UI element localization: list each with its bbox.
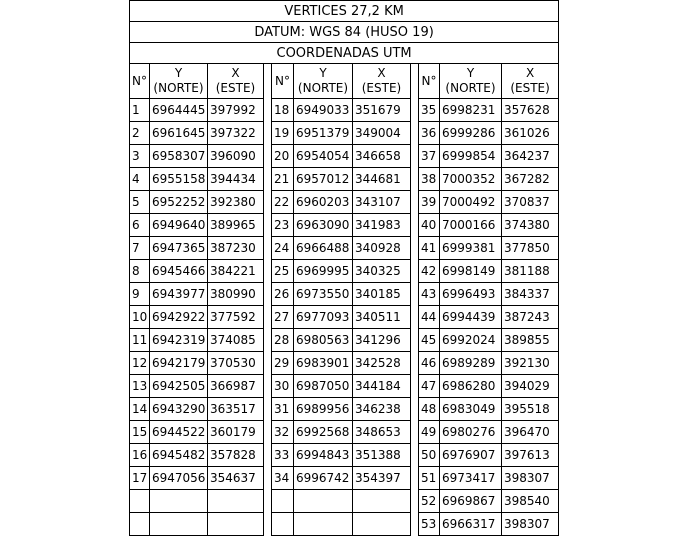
datum-label: DATUM: WGS 84 (HUSO 19) [130,22,559,43]
vertex-number: 23 [272,214,294,237]
vertex-number: 12 [130,352,150,375]
y-north-value: 6994439 [440,306,502,329]
x-east-value: 389855 [502,329,559,352]
y-north-value: 6942505 [150,375,208,398]
column-header-row [130,64,559,99]
vertex-number [130,490,150,513]
column-gap [411,214,419,237]
x-east-value: 343107 [353,191,411,214]
x-east-value: 381188 [502,260,559,283]
x-east-value: 351679 [353,99,411,122]
table-row [130,99,559,122]
vertex-number: 3 [130,145,150,168]
y-north-value: 6980563 [294,329,353,352]
x-east-value [353,490,411,513]
vertex-number [272,513,294,536]
header-number: N° [130,64,150,99]
vertex-number: 41 [419,237,440,260]
x-east-value [208,513,264,536]
y-north-value: 6966488 [294,237,353,260]
vertex-number: 39 [419,191,440,214]
column-gap [411,145,419,168]
vertex-number: 9 [130,283,150,306]
column-gap [264,122,272,145]
header-y: Y (NORTE) [440,64,502,99]
header-y: Y (NORTE) [294,64,353,99]
y-north-value: 6964445 [150,99,208,122]
x-east-value: 396090 [208,145,264,168]
vertex-number: 49 [419,421,440,444]
x-east-value: 392380 [208,191,264,214]
x-east-value: 346238 [353,398,411,421]
column-gap [411,306,419,329]
x-east-value: 340928 [353,237,411,260]
vertex-number: 37 [419,145,440,168]
table-row [130,375,559,398]
x-east-value: 341983 [353,214,411,237]
header-x: X (ESTE) [502,64,559,99]
x-east-value: 392130 [502,352,559,375]
x-east-value: 380990 [208,283,264,306]
vertex-number: 26 [272,283,294,306]
x-east-value: 340511 [353,306,411,329]
y-north-value: 6947365 [150,237,208,260]
y-north-value: 6998231 [440,99,502,122]
table-row [130,168,559,191]
table-row [130,122,559,145]
y-north-value: 6996493 [440,283,502,306]
vertex-number: 15 [130,421,150,444]
vertices-table-document [129,0,558,536]
column-gap [411,421,419,444]
column-gap [411,352,419,375]
table-row [130,237,559,260]
x-east-value: 367282 [502,168,559,191]
x-east-value: 395518 [502,398,559,421]
column-gap [264,513,272,536]
x-east-value: 361026 [502,122,559,145]
vertex-number: 14 [130,398,150,421]
vertex-number: 45 [419,329,440,352]
x-east-value: 374380 [502,214,559,237]
y-north-value: 6973417 [440,467,502,490]
coordinates-label: COORDENADAS UTM [130,43,559,64]
y-north-value [294,513,353,536]
x-east-value: 344184 [353,375,411,398]
y-north-value: 6996742 [294,467,353,490]
column-gap [264,237,272,260]
column-gap [411,444,419,467]
vertex-number: 13 [130,375,150,398]
table-row [130,444,559,467]
vertex-number: 7 [130,237,150,260]
column-gap [264,375,272,398]
column-gap [411,99,419,122]
vertex-number: 6 [130,214,150,237]
x-east-value: 397992 [208,99,264,122]
column-gap [264,490,272,513]
x-east-value: 398307 [502,467,559,490]
vertex-number: 34 [272,467,294,490]
vertex-number: 18 [272,99,294,122]
x-east-value: 397613 [502,444,559,467]
header-number: N° [272,64,294,99]
vertex-number: 50 [419,444,440,467]
table-row [130,421,559,444]
y-north-value: 6986280 [440,375,502,398]
y-north-value: 6999381 [440,237,502,260]
x-east-value: 344681 [353,168,411,191]
y-north-value: 7000492 [440,191,502,214]
vertex-number: 10 [130,306,150,329]
column-gap [264,352,272,375]
column-gap [411,64,419,99]
column-gap [411,260,419,283]
vertex-number: 28 [272,329,294,352]
column-gap [264,214,272,237]
x-east-value: 384221 [208,260,264,283]
vertex-number: 2 [130,122,150,145]
vertex-number: 24 [272,237,294,260]
vertex-number [272,490,294,513]
x-east-value: 349004 [353,122,411,145]
vertex-number: 8 [130,260,150,283]
vertex-number: 51 [419,467,440,490]
table-row [130,352,559,375]
x-east-value: 341296 [353,329,411,352]
table-row [130,513,559,536]
x-east-value: 354397 [353,467,411,490]
column-gap [411,329,419,352]
x-east-value [353,513,411,536]
y-north-value: 6977093 [294,306,353,329]
vertex-number: 47 [419,375,440,398]
vertex-number: 33 [272,444,294,467]
table-row [130,260,559,283]
vertex-number: 4 [130,168,150,191]
header-number: N° [419,64,440,99]
y-north-value: 6994843 [294,444,353,467]
x-east-value: 351388 [353,444,411,467]
y-north-value: 6961645 [150,122,208,145]
column-gap [264,99,272,122]
x-east-value: 387243 [502,306,559,329]
y-north-value: 6969867 [440,490,502,513]
column-gap [411,237,419,260]
x-east-value: 340325 [353,260,411,283]
x-east-value [208,490,264,513]
column-gap [264,145,272,168]
table-row [130,145,559,168]
table-row [130,329,559,352]
vertex-number: 21 [272,168,294,191]
column-gap [411,191,419,214]
vertex-number: 20 [272,145,294,168]
column-gap [264,306,272,329]
vertex-number: 38 [419,168,440,191]
y-north-value: 6945482 [150,444,208,467]
header-x: X (ESTE) [208,64,264,99]
y-north-value: 6958307 [150,145,208,168]
x-east-value: 377850 [502,237,559,260]
vertex-number: 31 [272,398,294,421]
vertex-number: 16 [130,444,150,467]
y-north-value: 6955158 [150,168,208,191]
x-east-value: 342528 [353,352,411,375]
vertex-number: 1 [130,99,150,122]
y-north-value: 6969995 [294,260,353,283]
x-east-value: 366987 [208,375,264,398]
x-east-value: 384337 [502,283,559,306]
y-north-value: 6973550 [294,283,353,306]
vertex-number: 32 [272,421,294,444]
y-north-value: 6987050 [294,375,353,398]
x-east-value: 354637 [208,467,264,490]
y-north-value: 6943977 [150,283,208,306]
vertex-number: 42 [419,260,440,283]
x-east-value: 394029 [502,375,559,398]
table-title: VERTICES 27,2 KM [130,1,559,22]
column-gap [411,398,419,421]
column-gap [264,329,272,352]
vertex-number: 25 [272,260,294,283]
vertex-number [130,513,150,536]
y-north-value: 6951379 [294,122,353,145]
column-gap [264,260,272,283]
vertex-number: 36 [419,122,440,145]
y-north-value: 6943290 [150,398,208,421]
x-east-value: 396470 [502,421,559,444]
y-north-value: 6947056 [150,467,208,490]
table-row [130,283,559,306]
x-east-value: 357628 [502,99,559,122]
vertex-number: 29 [272,352,294,375]
y-north-value: 6998149 [440,260,502,283]
vertex-number: 11 [130,329,150,352]
column-gap [264,444,272,467]
column-gap [264,398,272,421]
column-gap [264,421,272,444]
column-gap [411,168,419,191]
vertex-number: 40 [419,214,440,237]
y-north-value: 6992568 [294,421,353,444]
y-north-value: 6942179 [150,352,208,375]
y-north-value: 6999854 [440,145,502,168]
x-east-value: 377592 [208,306,264,329]
x-east-value: 357828 [208,444,264,467]
y-north-value: 6957012 [294,168,353,191]
x-east-value: 370837 [502,191,559,214]
vertex-number: 5 [130,191,150,214]
header-x: X (ESTE) [353,64,411,99]
table-row [130,214,559,237]
y-north-value: 6983049 [440,398,502,421]
table-row [130,306,559,329]
x-east-value: 348653 [353,421,411,444]
x-east-value: 370530 [208,352,264,375]
y-north-value: 6945466 [150,260,208,283]
y-north-value: 6952252 [150,191,208,214]
vertex-number: 19 [272,122,294,145]
x-east-value: 398540 [502,490,559,513]
y-north-value [150,513,208,536]
x-east-value: 398307 [502,513,559,536]
column-gap [264,467,272,490]
column-gap [264,283,272,306]
vertex-number: 17 [130,467,150,490]
y-north-value: 6966317 [440,513,502,536]
x-east-value: 394434 [208,168,264,191]
y-north-value: 6992024 [440,329,502,352]
y-north-value: 6949640 [150,214,208,237]
vertex-number: 43 [419,283,440,306]
column-gap [411,122,419,145]
vertex-number: 35 [419,99,440,122]
vertex-number: 52 [419,490,440,513]
x-east-value: 387230 [208,237,264,260]
y-north-value: 6989289 [440,352,502,375]
vertex-number: 27 [272,306,294,329]
column-gap [411,375,419,398]
table-row [130,398,559,421]
y-north-value: 6949033 [294,99,353,122]
x-east-value: 374085 [208,329,264,352]
y-north-value: 6954054 [294,145,353,168]
table-row [130,490,559,513]
table-row [130,467,559,490]
y-north-value: 6999286 [440,122,502,145]
x-east-value: 364237 [502,145,559,168]
table-row [130,191,559,214]
y-north-value: 6983901 [294,352,353,375]
x-east-value: 389965 [208,214,264,237]
column-gap [264,191,272,214]
y-north-value: 6960203 [294,191,353,214]
column-gap [264,64,272,99]
y-north-value: 6963090 [294,214,353,237]
vertex-number: 30 [272,375,294,398]
y-north-value: 6976907 [440,444,502,467]
y-north-value: 6942922 [150,306,208,329]
y-north-value: 6944522 [150,421,208,444]
vertex-number: 46 [419,352,440,375]
y-north-value: 6980276 [440,421,502,444]
vertex-number: 53 [419,513,440,536]
column-gap [411,513,419,536]
y-north-value: 7000352 [440,168,502,191]
y-north-value: 7000166 [440,214,502,237]
y-north-value: 6989956 [294,398,353,421]
vertices-table [129,0,559,536]
y-north-value [294,490,353,513]
y-north-value: 6942319 [150,329,208,352]
x-east-value: 340185 [353,283,411,306]
column-gap [411,490,419,513]
column-gap [264,168,272,191]
column-gap [411,283,419,306]
column-gap [411,467,419,490]
x-east-value: 360179 [208,421,264,444]
vertex-number: 22 [272,191,294,214]
x-east-value: 346658 [353,145,411,168]
x-east-value: 397322 [208,122,264,145]
vertex-number: 48 [419,398,440,421]
vertex-number: 44 [419,306,440,329]
y-north-value [150,490,208,513]
x-east-value: 363517 [208,398,264,421]
header-y: Y (NORTE) [150,64,208,99]
